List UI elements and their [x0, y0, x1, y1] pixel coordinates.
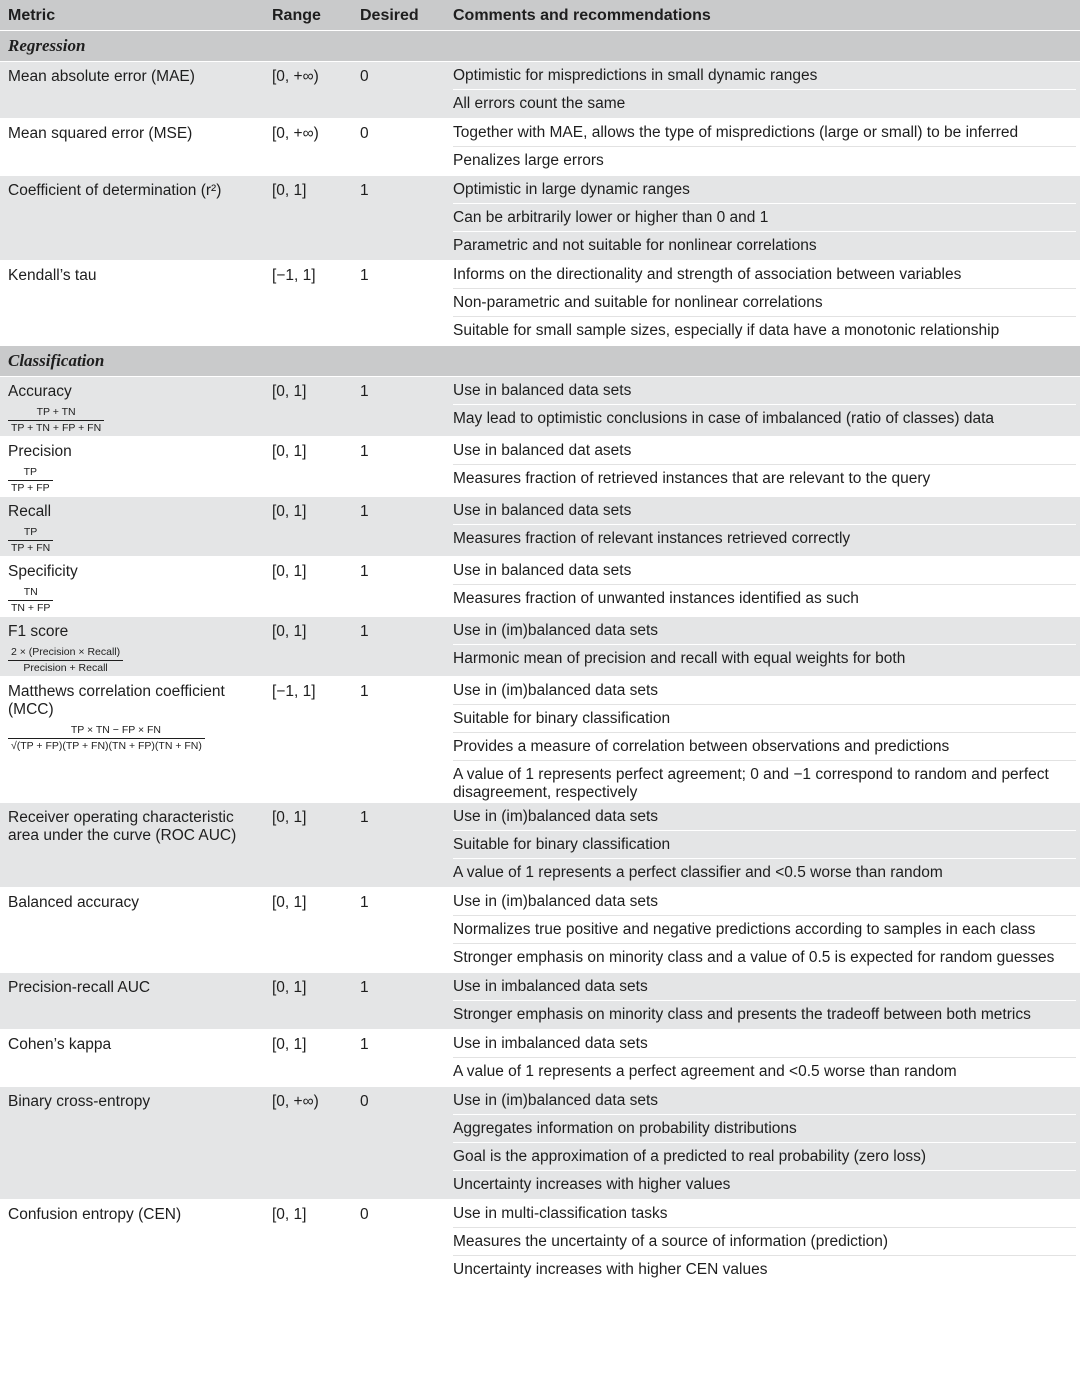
comment-line: Measures fraction of relevant instances retrieved correctly — [453, 530, 851, 547]
metric-name: Precision-recall AUC — [8, 979, 151, 996]
comments-cell — [445, 1200, 1080, 1284]
formula-numerator: TP — [23, 466, 38, 478]
range-cell: [0, 1] — [272, 182, 307, 199]
metric-cell — [0, 497, 264, 556]
range-cell: [0, 1] — [272, 809, 307, 826]
comment-line: Use in (im)balanced data sets — [453, 888, 1076, 916]
comment-line: Stronger emphasis on minority class and presents the tradeoff between both metrics — [453, 1006, 1031, 1023]
metric-name: Cohen’s kappa — [8, 1036, 112, 1053]
metric-name: Mean absolute error (MAE) — [8, 68, 195, 85]
table-row — [0, 497, 1080, 557]
comment-line: Use in imbalanced data sets — [453, 1030, 1076, 1058]
comments-cell — [445, 377, 1080, 436]
formula-denominator: TP + FP — [8, 480, 53, 495]
comments-cell — [445, 1087, 1080, 1199]
comment-line: Measures fraction of unwanted instances identified as such — [453, 590, 859, 607]
table-row — [0, 119, 1080, 176]
metric-name: Accuracy — [8, 383, 72, 400]
metric-name: Confusion entropy (CEN) — [8, 1206, 182, 1223]
comments-cell — [445, 617, 1080, 676]
range-cell: [0, 1] — [272, 383, 307, 400]
table-row — [0, 973, 1080, 1030]
comment-line: Suitable for binary classification — [453, 705, 1076, 733]
comment-line: Suitable for binary classification — [453, 831, 1076, 859]
comment-line: Use in (im)balanced data sets — [453, 803, 1076, 831]
metric-cell — [0, 437, 264, 496]
desired-cell: 0 — [360, 1206, 369, 1223]
metric-name: Matthews correlation coefficient (MCC) — [8, 683, 225, 718]
comment-line: Use in (im)balanced data sets — [453, 677, 1076, 705]
comments-cell — [445, 803, 1080, 887]
range-cell: [0, +∞) — [272, 125, 319, 142]
comment-line: Goal is the approximation of a predicted to real probability (zero loss) — [453, 1143, 1076, 1171]
comments-cell — [445, 437, 1080, 496]
comments-cell — [445, 497, 1080, 556]
table-row — [0, 176, 1080, 261]
metric-name: Binary cross-entropy — [8, 1093, 151, 1110]
metric-name: Coefficient of determination (r²) — [8, 182, 222, 199]
comments-cell — [445, 119, 1080, 175]
metric-cell — [0, 119, 264, 175]
comment-line: A value of 1 represents perfect agreement; 0 and −1 correspond to random and perfect disagreement, respectively — [453, 766, 1049, 801]
metric-name: Specificity — [8, 563, 78, 580]
comment-line: Use in balanced dat asets — [453, 437, 1076, 465]
desired-cell: 1 — [360, 267, 369, 284]
metric-name: F1 score — [8, 623, 69, 640]
table-row — [0, 261, 1080, 346]
metric-formula — [8, 646, 123, 675]
comments-cell — [445, 677, 1080, 802]
range-cell: [0, 1] — [272, 979, 307, 996]
desired-cell: 0 — [360, 68, 369, 85]
comments-cell — [445, 1030, 1080, 1086]
range-cell: [0, 1] — [272, 503, 307, 520]
comment-line: Use in (im)balanced data sets — [453, 617, 1076, 645]
comment-line: Optimistic in large dynamic ranges — [453, 176, 1076, 204]
metric-name: Receiver operating characteristic area under the curve (ROC AUC) — [8, 809, 237, 844]
table-row — [0, 677, 1080, 803]
comment-line: All errors count the same — [453, 95, 626, 112]
comment-line: Parametric and not suitable for nonlinear correlations — [453, 237, 817, 254]
range-cell: [−1, 1] — [272, 267, 316, 284]
metric-formula — [8, 724, 205, 753]
range-cell: [0, 1] — [272, 1206, 307, 1223]
metric-name: Recall — [8, 503, 52, 520]
section-header-classification — [0, 346, 1080, 377]
metric-formula — [8, 586, 53, 615]
formula-numerator: 2 × (Precision × Recall) — [11, 646, 121, 658]
table-row — [0, 377, 1080, 437]
section-title: Regression — [8, 36, 86, 55]
comments-cell — [445, 176, 1080, 260]
comment-line: Uncertainty increases with higher values — [453, 1176, 731, 1193]
metric-cell — [0, 888, 264, 972]
comments-cell — [445, 888, 1080, 972]
comment-line: A value of 1 represents a perfect classifier and <0.5 worse than random — [453, 864, 943, 881]
table-body — [0, 31, 1080, 1285]
desired-cell: 1 — [360, 563, 369, 580]
metric-cell — [0, 62, 264, 118]
comment-line: Provides a measure of correlation between observations and predictions — [453, 733, 1076, 761]
comment-line: Stronger emphasis on minority class and a value of 0.5 is expected for random guesses — [453, 949, 1055, 966]
header-desired: Desired — [360, 7, 419, 24]
metric-cell — [0, 557, 264, 616]
comment-line: Use in (im)balanced data sets — [453, 1087, 1076, 1115]
metric-cell — [0, 617, 264, 676]
section-header-regression — [0, 31, 1080, 62]
metric-formula — [8, 406, 104, 435]
comment-line: Use in balanced data sets — [453, 557, 1076, 585]
comment-line: Normalizes true positive and negative predictions according to samples in each class — [453, 916, 1076, 944]
comment-line: May lead to optimistic conclusions in case of imbalanced (ratio of classes) data — [453, 410, 995, 427]
desired-cell: 0 — [360, 125, 369, 142]
table-row — [0, 1087, 1080, 1200]
comment-line: Use in balanced data sets — [453, 497, 1076, 525]
desired-cell: 1 — [360, 894, 369, 911]
metric-cell — [0, 1030, 264, 1086]
desired-cell: 1 — [360, 443, 369, 460]
formula-denominator: TP + FN — [8, 540, 53, 555]
table-row — [0, 803, 1080, 888]
comment-line: Can be arbitrarily lower or higher than 0 and 1 — [453, 204, 1076, 232]
comments-cell — [445, 261, 1080, 345]
table-row — [0, 437, 1080, 497]
comment-line: Suitable for small sample sizes, especially if data have a monotonic relationship — [453, 322, 1000, 339]
formula-numerator: TN — [23, 586, 38, 598]
formula-denominator: Precision + Recall — [8, 660, 123, 675]
range-cell: [0, 1] — [272, 1036, 307, 1053]
desired-cell: 1 — [360, 683, 369, 700]
range-cell: [0, 1] — [272, 563, 307, 580]
comments-cell — [445, 973, 1080, 1029]
table-row — [0, 617, 1080, 677]
metric-name: Balanced accuracy — [8, 894, 139, 911]
header-range: Range — [272, 7, 321, 24]
formula-denominator: √(TP + FP)(TP + FN)(TN + FP)(TN + FN) — [8, 738, 205, 753]
table-row — [0, 1030, 1080, 1087]
metric-cell — [0, 803, 264, 887]
metric-formula — [8, 466, 53, 495]
table-row — [0, 557, 1080, 617]
comment-line: Use in imbalanced data sets — [453, 973, 1076, 1001]
table-row — [0, 1200, 1080, 1285]
metric-cell — [0, 1200, 264, 1284]
comment-line: Aggregates information on probability distributions — [453, 1115, 1076, 1143]
metric-cell — [0, 1087, 264, 1199]
range-cell: [0, 1] — [272, 894, 307, 911]
formula-denominator: TP + TN + FP + FN — [8, 420, 104, 435]
desired-cell: 1 — [360, 809, 369, 826]
table-row — [0, 62, 1080, 119]
comment-line: Use in multi-classification tasks — [453, 1200, 1076, 1228]
formula-numerator: TP — [23, 526, 38, 538]
comment-line: Measures the uncertainty of a source of information (prediction) — [453, 1228, 1076, 1256]
formula-denominator: TN + FP — [8, 600, 53, 615]
comment-line: Together with MAE, allows the type of mispredictions (large or small) to be inferred — [453, 119, 1076, 147]
desired-cell: 1 — [360, 383, 369, 400]
desired-cell: 1 — [360, 623, 369, 640]
desired-cell: 1 — [360, 979, 369, 996]
desired-cell: 1 — [360, 182, 369, 199]
range-cell: [−1, 1] — [272, 683, 316, 700]
header-comments: Comments and recommendations — [453, 7, 711, 24]
metric-cell — [0, 677, 264, 802]
range-cell: [0, +∞) — [272, 68, 319, 85]
comment-line: Use in balanced data sets — [453, 377, 1076, 405]
range-cell: [0, +∞) — [272, 1093, 319, 1110]
comment-line: Penalizes large errors — [453, 152, 604, 169]
comment-line: Non-parametric and suitable for nonlinear correlations — [453, 289, 1076, 317]
comment-line: Optimistic for mispredictions in small dynamic ranges — [453, 62, 1076, 90]
comment-line: A value of 1 represents a perfect agreement and <0.5 worse than random — [453, 1063, 957, 1080]
section-title: Classification — [8, 351, 105, 370]
header-metric: Metric — [8, 7, 56, 24]
metric-cell — [0, 176, 264, 260]
desired-cell: 1 — [360, 1036, 369, 1053]
metric-cell — [0, 973, 264, 1029]
comments-cell — [445, 62, 1080, 118]
metric-name: Kendall’s tau — [8, 267, 97, 284]
metric-cell — [0, 377, 264, 436]
formula-numerator: TP × TN − FP × FN — [70, 724, 162, 736]
metric-name: Precision — [8, 443, 72, 460]
metric-cell — [0, 261, 264, 345]
desired-cell: 1 — [360, 503, 369, 520]
table-row — [0, 888, 1080, 973]
comment-line: Measures fraction of retrieved instances that are relevant to the query — [453, 470, 931, 487]
desired-cell: 0 — [360, 1093, 369, 1110]
comment-line: Uncertainty increases with higher CEN values — [453, 1261, 768, 1278]
table-header — [0, 0, 1080, 31]
range-cell: [0, 1] — [272, 443, 307, 460]
metric-formula — [8, 526, 53, 555]
comments-cell — [445, 557, 1080, 616]
comment-line: Informs on the directionality and strength of association between variables — [453, 261, 1076, 289]
comment-line: Harmonic mean of precision and recall with equal weights for both — [453, 650, 906, 667]
metric-name: Mean squared error (MSE) — [8, 125, 193, 142]
range-cell: [0, 1] — [272, 623, 307, 640]
formula-numerator: TP + TN — [36, 406, 76, 418]
